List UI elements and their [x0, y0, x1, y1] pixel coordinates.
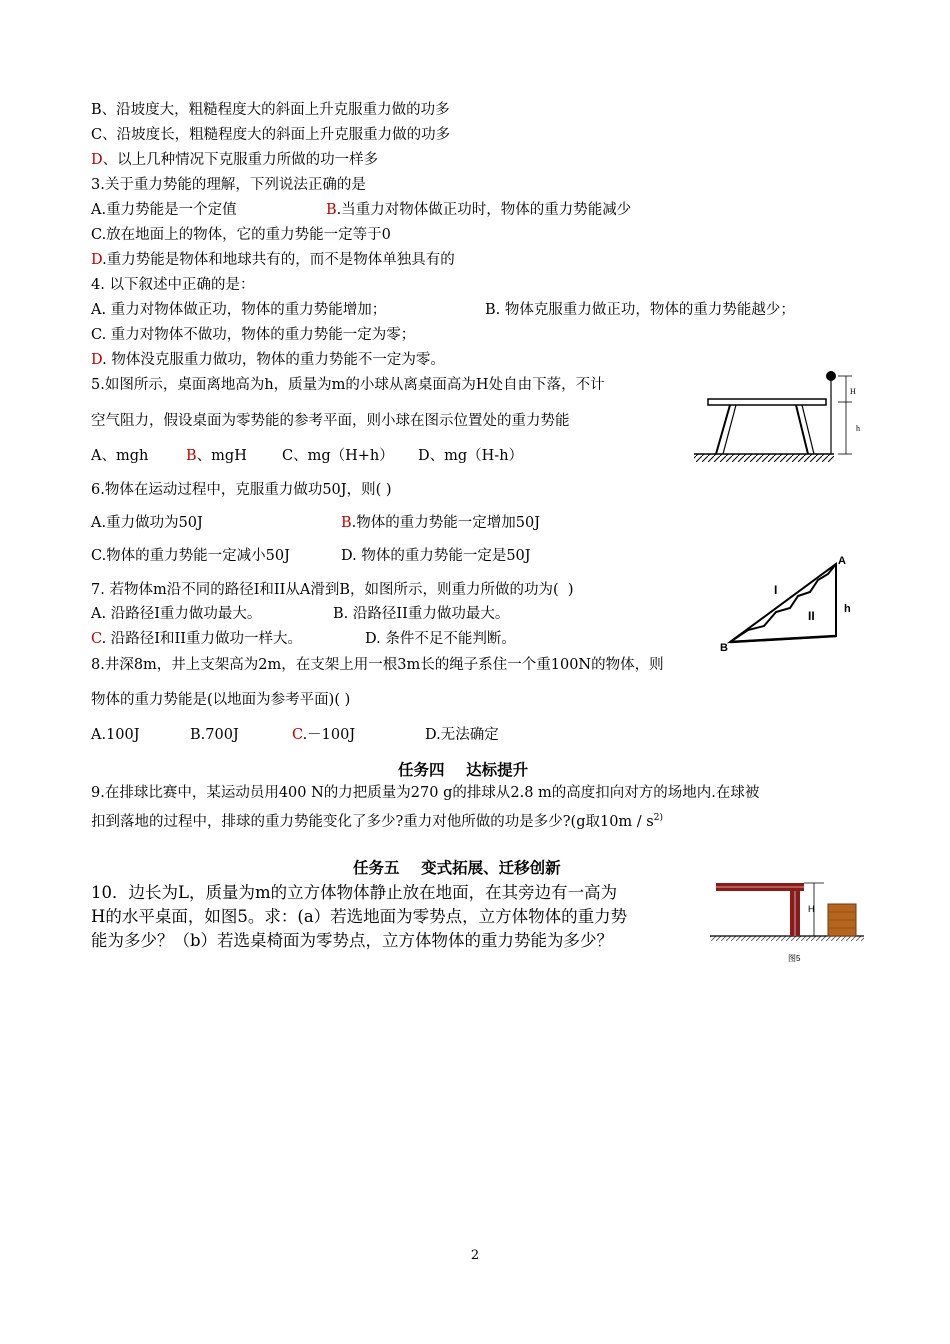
- q5-line1: 5.如图所示，桌面离地高为h，质量为m的小球从离桌面高为H处自由下落，不计: [91, 377, 605, 393]
- answer-mark: B: [326, 202, 337, 218]
- q2-option-b: B、沿坡度大，粗糙程度大的斜面上升克服重力做的功多: [91, 102, 450, 118]
- q7-option-a: A. 沿路径I重力做功最大。: [91, 606, 262, 622]
- q4-option-a: A. 重力对物体做正功，物体的重力势能增加；: [91, 302, 387, 318]
- q10-line2: H的水平桌面，如图5。求：(a）若选地面为零势点，立方体物体的重力势: [91, 907, 628, 926]
- q8-option-b: B.700J: [190, 727, 239, 743]
- q2-option-d: D、以上几种情况下克服重力所做的功一样多: [91, 152, 379, 168]
- fig-caption: 图5: [788, 954, 801, 963]
- answer-mark: D: [91, 252, 103, 268]
- q6-option-c: C.物体的重力势能一定减小50J: [91, 548, 290, 564]
- q8-line2: 物体的重力势能是(以地面为参考平面)( ): [91, 692, 351, 708]
- table-cube-figure: [706, 876, 866, 966]
- answer-mark: B: [186, 448, 197, 464]
- answer-mark: C: [91, 631, 102, 647]
- q3-option-b: B.当重力对物体做正功时，物体的重力势能减少: [326, 202, 632, 218]
- q5-option-a: A、mgh: [91, 448, 149, 464]
- fig-label-h: h: [856, 424, 860, 433]
- q4-option-b: B. 物体克服重力做正功，物体的重力势能越少；: [485, 302, 795, 318]
- q9-line1: 9.在排球比赛中，某运动员用400 N的力把质量为270 g的排球从2.8 m的高度扣向对方的场地内.在球被: [91, 785, 760, 801]
- q4-stem: 4. 以下叙述中正确的是：: [91, 277, 255, 293]
- section-heading-task5: 任务五 变式拓展、迁移创新: [353, 858, 561, 877]
- q2-option-c: C、沿坡度长，粗糙程度大的斜面上升克服重力做的功多: [91, 127, 451, 143]
- q3-stem: 3.关于重力势能的理解，下列说法正确的是: [91, 177, 366, 193]
- answer-mark: B: [341, 515, 352, 531]
- q8-line1: 8.井深8m，井上支架高为2m，在支架上用一根3m长的绳子系住一个重100N的物体，则: [91, 657, 664, 673]
- q10-line3: 能为多少？（b）若选桌椅面为零势点，立方体物体的重力势能为多少？: [91, 931, 614, 950]
- page-number: 2: [470, 1248, 480, 1263]
- q7-option-b: B. 沿路径II重力做功最大。: [333, 606, 510, 622]
- fig-label-I: I: [774, 583, 778, 597]
- fig-label-A: A: [838, 555, 846, 567]
- q5-option-d: D、mg（H-h）: [418, 448, 524, 464]
- q4-option-c: C. 重力对物体不做功，物体的重力势能一定为零；: [91, 327, 416, 343]
- table-ball-figure: [690, 366, 870, 466]
- q6-stem: 6.物体在运动过程中，克服重力做功50J，则( ): [91, 482, 392, 498]
- q5-line2: 空气阻力，假设桌面为零势能的参考平面，则小球在图示位置处的重力势能: [91, 413, 570, 429]
- answer-mark: D: [91, 152, 103, 168]
- q8-option-a: A.100J: [91, 727, 140, 743]
- q3-option-d: D.重力势能是物体和地球共有的，而不是物体单独具有的: [91, 252, 455, 268]
- q5-option-b: B、mgH: [186, 448, 247, 464]
- q3-option-c: C.放在地面上的物体，它的重力势能一定等于0: [91, 227, 391, 243]
- fig-label-H: H: [808, 904, 815, 914]
- q8-option-c: C.－100J: [292, 727, 356, 743]
- answer-mark: C: [292, 727, 303, 743]
- fig-label-h: h: [844, 603, 851, 615]
- fig-label-II: II: [808, 609, 815, 623]
- q3-option-a: A.重力势能是一个定值: [91, 202, 237, 218]
- q4-option-d: D. 物体没克服重力做功，物体的重力势能不一定为零。: [91, 352, 445, 368]
- fig-label-B: B: [720, 642, 728, 654]
- q6-option-b: B.物体的重力势能一定增加50J: [341, 515, 541, 531]
- section-heading-task4: 任务四 达标提升: [398, 760, 529, 779]
- q5-option-c: C、mg（H+h）: [282, 448, 394, 464]
- answer-mark: D: [91, 352, 103, 368]
- q6-option-d: D. 物体的重力势能一定是50J: [341, 548, 531, 564]
- fig-label-H: H: [850, 387, 856, 396]
- q7-stem: 7. 若物体m沿不同的路径I和II从A滑到B，如图所示，则重力所做的功为( ): [91, 582, 574, 598]
- q7-option-d: D. 条件不足不能判断。: [365, 631, 516, 647]
- q7-option-c: C. 沿路径I和II重力做功一样大。: [91, 631, 302, 647]
- q9-line2: 扣到落地的过程中，排球的重力势能变化了多少?重力对他所做的功是多少?(g取$10m / s^{2)}$: [91, 813, 663, 830]
- q6-option-a: A.重力做功为50J: [91, 515, 203, 531]
- q8-option-d: D.无法确定: [425, 727, 499, 743]
- slope-paths-figure: [718, 552, 858, 657]
- q10-line1: 10．边长为L，质量为m的立方体物体静止放在地面，在其旁边有一高为: [91, 883, 618, 902]
